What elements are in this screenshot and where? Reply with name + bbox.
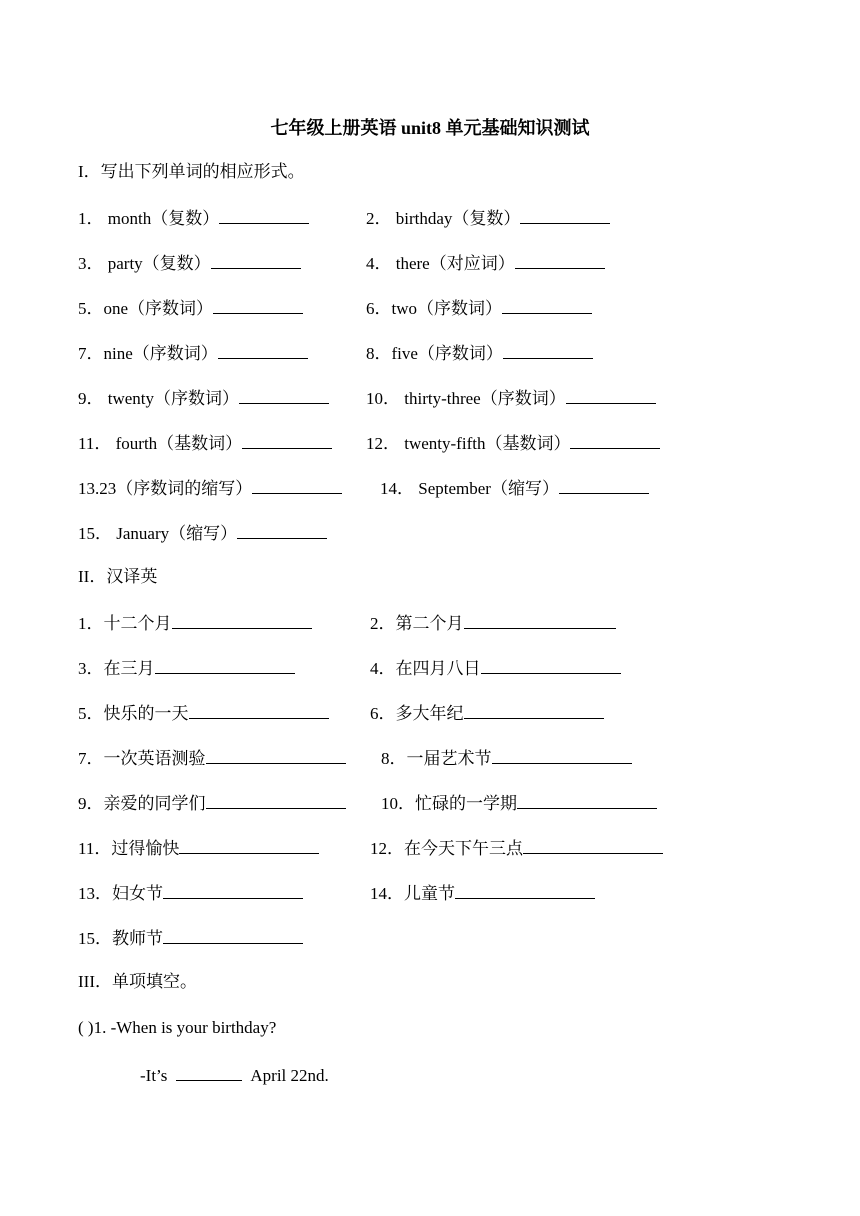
s1-item-10: 10． thirty-three（序数词） xyxy=(366,385,656,411)
answer-blank[interactable] xyxy=(252,475,342,494)
answer-blank[interactable] xyxy=(464,700,604,719)
page-title: 七年级上册英语 unit8 单元基础知识测试 xyxy=(270,118,590,138)
s2-item-6: 6．多大年纪 xyxy=(370,700,604,726)
answer-blank[interactable] xyxy=(211,250,301,269)
s2-item-12: 12．在今天下午三点 xyxy=(370,835,663,861)
s3-question-1-answer-line: -It’s April 22nd. xyxy=(140,1062,329,1088)
s2-item-15: 15．教师节 xyxy=(78,925,303,951)
s1-item-12: 12． twenty-fifth（基数词） xyxy=(366,430,660,456)
answer-blank[interactable] xyxy=(189,700,329,719)
answer-blank[interactable] xyxy=(464,610,616,629)
s1-item-7: 7．nine（序数词） xyxy=(78,340,308,366)
s1-item-15: 15． January（缩写） xyxy=(78,520,327,546)
s1-item-8: 8．five（序数词） xyxy=(366,340,593,366)
answer-blank[interactable] xyxy=(163,880,303,899)
answer-blank[interactable] xyxy=(492,745,632,764)
answer-blank[interactable] xyxy=(206,790,346,809)
answer-blank[interactable] xyxy=(481,655,621,674)
answer-blank[interactable] xyxy=(179,835,319,854)
s2-item-7: 7．一次英语测验 xyxy=(78,745,346,771)
answer-blank[interactable] xyxy=(566,385,656,404)
answer-blank[interactable] xyxy=(206,745,346,764)
s1-item-14: 14． September（缩写） xyxy=(380,475,649,501)
section-2-heading: II．汉译英 xyxy=(78,567,158,586)
s1-item-13: 13.23（序数词的缩写） xyxy=(78,475,342,501)
answer-blank[interactable] xyxy=(455,880,595,899)
s2-item-2: 2．第二个月 xyxy=(370,610,616,636)
answer-blank[interactable] xyxy=(219,205,309,224)
answer-blank[interactable] xyxy=(502,295,592,314)
answer-blank[interactable] xyxy=(520,205,610,224)
s3-question-1: ( )1. -When is your birthday? xyxy=(78,1018,277,1037)
s2-item-4: 4．在四月八日 xyxy=(370,655,621,681)
s1-item-1: 1． month（复数） xyxy=(78,205,309,231)
s1-item-5: 5．one（序数词） xyxy=(78,295,303,321)
s2-item-1: 1．十二个月 xyxy=(78,610,312,636)
answer-blank[interactable] xyxy=(176,1062,242,1081)
answer-blank[interactable] xyxy=(172,610,312,629)
s2-item-13: 13．妇女节 xyxy=(78,880,303,906)
answer-blank[interactable] xyxy=(559,475,649,494)
s1-item-3: 3． party（复数） xyxy=(78,250,301,276)
s2-item-9: 9．亲爱的同学们 xyxy=(78,790,346,816)
s2-item-3: 3．在三月 xyxy=(78,655,295,681)
answer-blank[interactable] xyxy=(155,655,295,674)
s2-item-10: 10．忙碌的一学期 xyxy=(381,790,657,816)
answer-blank[interactable] xyxy=(218,340,308,359)
answer-blank[interactable] xyxy=(237,520,327,539)
answer-blank[interactable] xyxy=(163,925,303,944)
answer-blank[interactable] xyxy=(213,295,303,314)
s2-item-5: 5．快乐的一天 xyxy=(78,700,329,726)
s1-item-11: 11． fourth（基数词） xyxy=(78,430,332,456)
s2-item-14: 14．儿童节 xyxy=(370,880,595,906)
s1-item-4: 4． there（对应词） xyxy=(366,250,605,276)
s1-item-2: 2． birthday（复数） xyxy=(366,205,610,231)
section-1-heading: I．写出下列单词的相应形式。 xyxy=(78,162,305,181)
answer-blank[interactable] xyxy=(517,790,657,809)
s1-item-6: 6．two（序数词） xyxy=(366,295,592,321)
answer-blank[interactable] xyxy=(570,430,660,449)
s2-item-8: 8．一届艺术节 xyxy=(381,745,632,771)
section-3-heading: III．单项填空。 xyxy=(78,972,197,991)
answer-blank[interactable] xyxy=(515,250,605,269)
s2-item-11: 11．过得愉快 xyxy=(78,835,319,861)
answer-blank[interactable] xyxy=(503,340,593,359)
answer-blank[interactable] xyxy=(523,835,663,854)
answer-blank[interactable] xyxy=(242,430,332,449)
answer-blank[interactable] xyxy=(239,385,329,404)
s1-item-9: 9． twenty（序数词） xyxy=(78,385,329,411)
